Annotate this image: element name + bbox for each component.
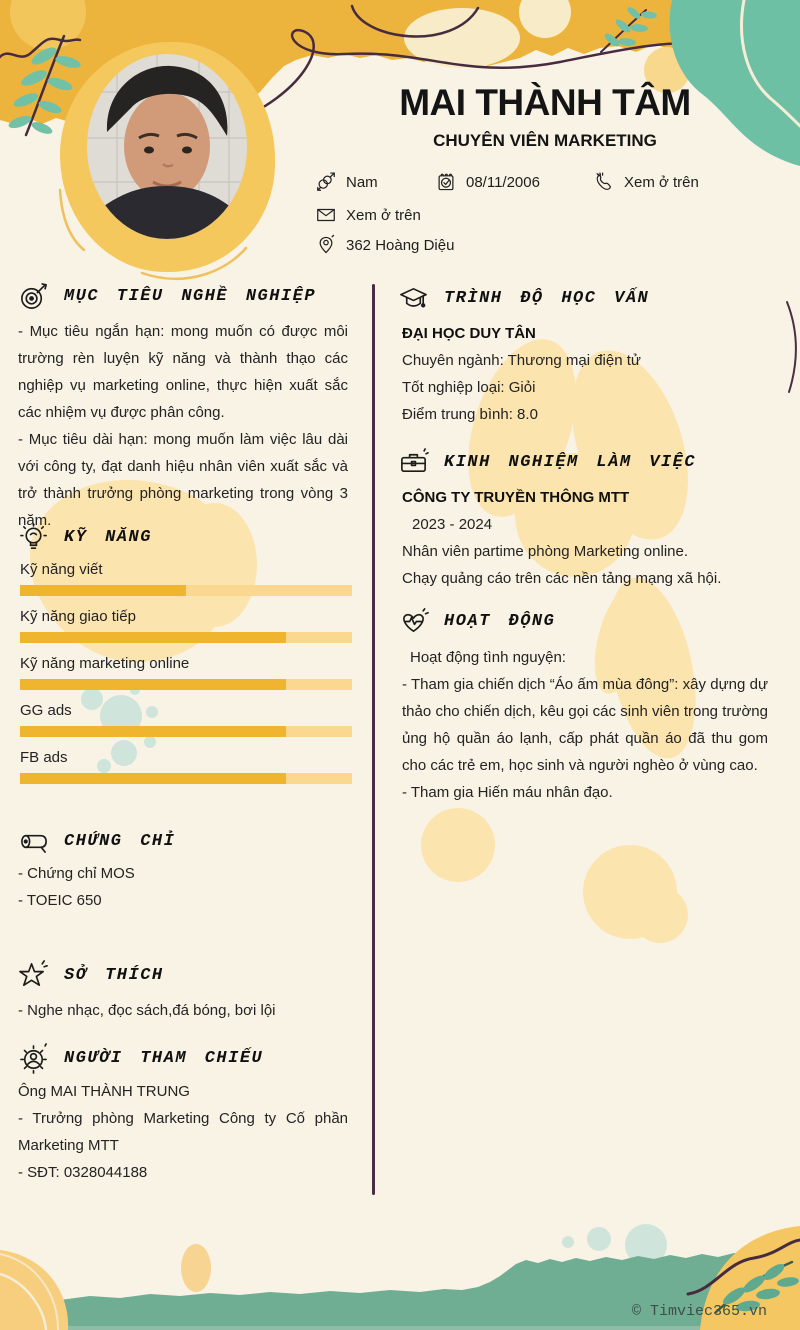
experience-line: Nhân viên partime phòng Marketing online. xyxy=(402,543,689,560)
certificate-item: - TOEIC 650 xyxy=(18,892,102,909)
experience-period: 2023 - 2024 xyxy=(412,516,493,533)
experience-block xyxy=(402,484,768,592)
objective-text xyxy=(18,318,348,534)
skill-bar xyxy=(20,585,352,596)
objective-paragraph: - Mục tiêu dài hạn: mong muốn làm việc lâu dài với công ty, đạt danh hiệu nhân viên xuất sắc và trở thành trưởng phòng marketing trong vòng 3 năm. xyxy=(18,431,348,529)
section-title: CHỨNG CHỈ xyxy=(64,832,176,851)
section-title: MỤC TIÊU NGHỀ NGHIỆP xyxy=(64,287,317,306)
contact-address xyxy=(315,233,454,257)
activities-body: - Tham gia chiến dịch “Áo ấm mùa đông”: xây dựng dự thảo cho chiến dịch, kêu gọi các sinh viên trong trường ủng hộ quần áo lạnh, cấp phát quần áo đã thu gom cho các trẻ em, học sinh và người nghèo ở vùng cao. xyxy=(402,676,768,774)
section-title: SỞ THÍCH xyxy=(64,966,164,985)
skill-row xyxy=(20,654,352,690)
skill-label: FB ads xyxy=(20,749,68,766)
graduation-cap-icon xyxy=(398,283,429,314)
skill-bar-fill xyxy=(20,773,286,784)
page-title-name: MAI THÀNH TÂM xyxy=(399,82,691,123)
section-title: TRÌNH ĐỘ HỌC VẤN xyxy=(444,289,650,308)
address-value: 362 Hoàng Diệu xyxy=(346,236,455,254)
contact-gender xyxy=(315,170,378,194)
star-icon xyxy=(18,960,49,991)
activities-block xyxy=(402,644,768,806)
experience-company: CÔNG TY TRUYỀN THÔNG MTT xyxy=(402,489,630,506)
certificate-item: - Chứng chỉ MOS xyxy=(18,865,135,882)
skill-bar xyxy=(20,679,352,690)
objective-paragraph: - Mục tiêu ngắn hạn: mong muốn có được môi trường rèn luyện kỹ năng và thành thạo các nghiệp vụ marketing online, thực hiện xuất sắc các nhiệm vụ được phân công. xyxy=(18,323,348,421)
activities-intro: Hoạt động tình nguyện: xyxy=(410,649,566,666)
contact-email xyxy=(315,203,421,227)
section-hobbies-header xyxy=(18,960,164,991)
job-title: CHUYÊN VIÊN MARKETING xyxy=(433,131,657,150)
location-pin-icon xyxy=(315,234,337,256)
references-block xyxy=(18,1078,348,1186)
target-icon xyxy=(18,281,49,312)
skill-row xyxy=(20,607,352,643)
section-education-header xyxy=(398,283,649,314)
skill-label: Kỹ năng marketing online xyxy=(20,655,190,672)
skill-bar xyxy=(20,632,352,643)
skills-list xyxy=(20,560,352,795)
contact-dob xyxy=(435,170,540,194)
skill-row xyxy=(20,560,352,596)
certificates-list xyxy=(18,860,348,914)
experience-line: Chạy quảng cáo trên các nền tảng mạng xã hội. xyxy=(402,570,722,587)
briefcase-icon xyxy=(398,447,429,478)
skill-row xyxy=(20,748,352,784)
heart-pulse-icon xyxy=(398,606,429,637)
section-experience-header xyxy=(398,447,696,478)
skill-row xyxy=(20,701,352,737)
gender-value: Nam xyxy=(346,173,378,191)
mail-icon xyxy=(315,204,337,226)
diploma-icon xyxy=(18,826,49,857)
lightbulb-icon xyxy=(18,522,49,553)
reference-role: - Trưởng phòng Marketing Công ty Cố phần Marketing MTT xyxy=(18,1110,348,1154)
skill-bar xyxy=(20,773,352,784)
skill-label: Kỹ năng viết xyxy=(20,561,103,578)
calendar-icon xyxy=(435,171,457,193)
section-skills-header xyxy=(18,522,152,553)
reference-name: Ông MAI THÀNH TRUNG xyxy=(18,1083,190,1100)
phone-value: Xem ở trên xyxy=(624,173,699,191)
phone-icon xyxy=(593,171,615,193)
reference-phone: - SĐT: 0328044188 xyxy=(18,1164,148,1181)
education-school: ĐẠI HỌC DUY TÂN xyxy=(402,325,536,342)
gender-icon xyxy=(315,171,337,193)
section-title: KINH NGHIỆM LÀM VIỆC xyxy=(444,453,697,472)
education-line: Điểm trung bình: 8.0 xyxy=(402,406,538,423)
column-divider xyxy=(372,284,375,1195)
skill-bar-fill xyxy=(20,679,286,690)
hobbies-text: - Nghe nhạc, đọc sách,đá bóng, bơi lội xyxy=(18,1002,276,1019)
skill-bar xyxy=(20,726,352,737)
contact-phone xyxy=(593,170,699,194)
skill-bar-fill xyxy=(20,726,286,737)
section-objective-header xyxy=(18,281,316,312)
profile-photo xyxy=(87,54,247,239)
skill-bar-fill xyxy=(20,585,186,596)
education-line: Tốt nghiệp loại: Giỏi xyxy=(402,379,536,396)
email-value: Xem ở trên xyxy=(346,206,421,224)
activities-last: - Tham gia Hiến máu nhân đạo. xyxy=(402,784,613,801)
watermark: © Timviec365.vn xyxy=(632,1303,768,1320)
section-activities-header xyxy=(398,606,555,637)
section-references-header xyxy=(18,1043,263,1074)
section-certificates-header xyxy=(18,826,175,857)
skill-bar-fill xyxy=(20,632,286,643)
education-block xyxy=(402,320,768,428)
section-title: NGƯỜI THAM CHIẾU xyxy=(64,1049,264,1068)
dob-value: 08/11/2006 xyxy=(466,173,540,191)
section-title: KỸ NĂNG xyxy=(64,528,152,547)
skill-label: GG ads xyxy=(20,702,72,719)
section-title: HOẠT ĐỘNG xyxy=(444,612,556,631)
education-line: Chuyên ngành: Thương mại điện tử xyxy=(402,352,641,369)
profile-photo-frame xyxy=(60,42,275,272)
skill-label: Kỹ năng giao tiếp xyxy=(20,608,136,625)
gear-person-icon xyxy=(18,1043,49,1074)
